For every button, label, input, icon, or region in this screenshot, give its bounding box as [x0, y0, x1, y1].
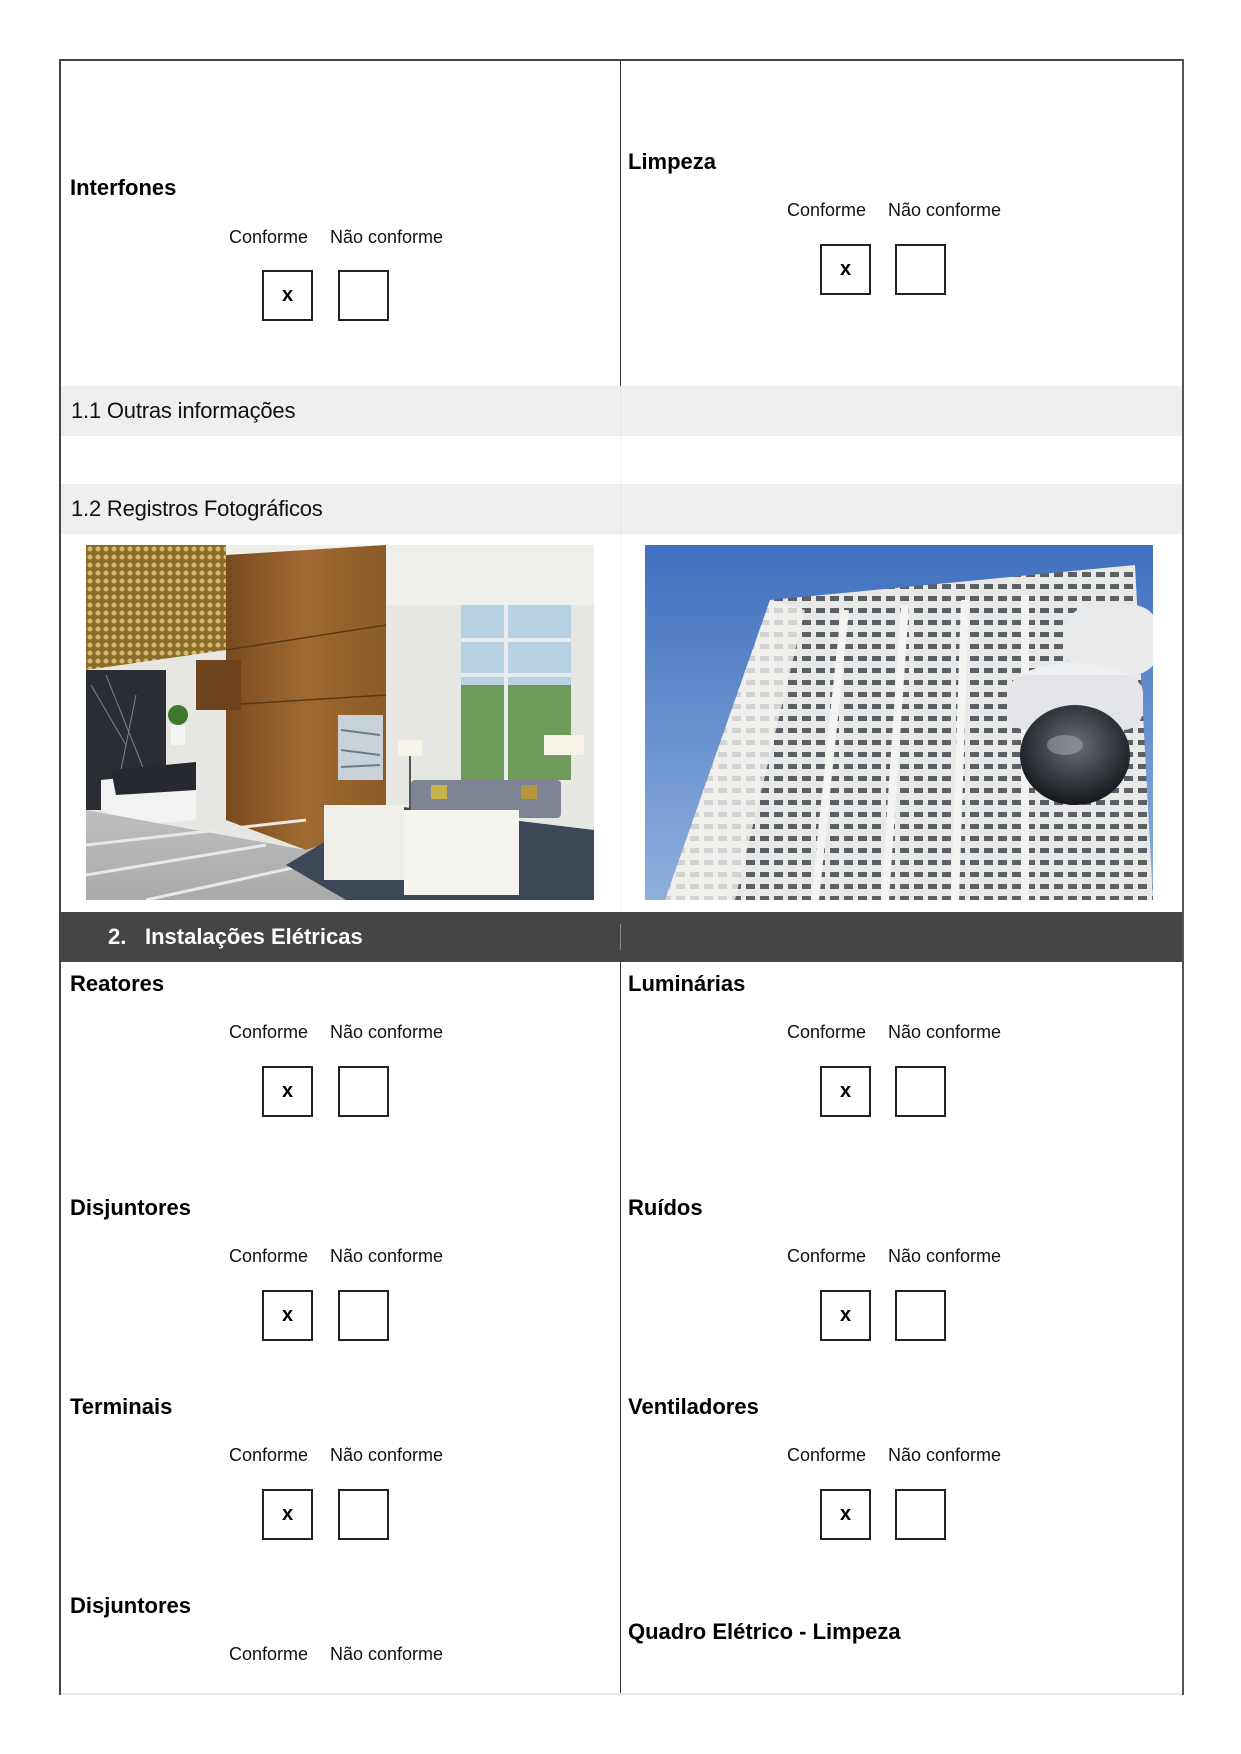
item-title: Limpeza: [628, 149, 717, 174]
nao-conforme-label: Não conforme: [330, 1246, 444, 1266]
section-number: 2.: [108, 924, 127, 949]
conforme-label: Conforme: [229, 1246, 309, 1266]
subsection-header-other-info: [61, 386, 1182, 436]
conforme-checkbox[interactable]: x: [262, 1066, 313, 1117]
item-title: Ventiladores: [628, 1394, 759, 1419]
column-divider: [620, 61, 621, 386]
conforme-checkbox[interactable]: x: [820, 1066, 871, 1117]
conforme-checkbox[interactable]: x: [262, 270, 313, 321]
conforme-label: Conforme: [787, 1246, 867, 1266]
table-border-top: [59, 59, 1184, 61]
item-title: Quadro Elétrico - Limpeza: [628, 1619, 901, 1644]
nao-conforme-checkbox[interactable]: [338, 1489, 389, 1540]
nao-conforme-label: Não conforme: [330, 227, 444, 247]
column-divider-faint: [620, 436, 621, 484]
conforme-checkbox[interactable]: x: [262, 1489, 313, 1540]
section-header-instalacoes-eletricas: [61, 912, 1182, 962]
subsection-header-photos: [61, 484, 1182, 534]
column-divider-faint: [620, 534, 621, 912]
cell-separator: [620, 924, 621, 950]
nao-conforme-label: Não conforme: [330, 1022, 444, 1042]
section-title: Instalações Elétricas: [145, 924, 363, 949]
item-title: Disjuntores: [70, 1195, 192, 1220]
item-title: Terminais: [70, 1394, 173, 1419]
conforme-checkbox[interactable]: x: [262, 1290, 313, 1341]
item-title: Reatores: [70, 971, 165, 996]
subsection-title: 1.1 Outras informações: [71, 398, 296, 423]
nao-conforme-checkbox[interactable]: [338, 1066, 389, 1117]
nao-conforme-label: Não conforme: [888, 1246, 1002, 1266]
conforme-label: Conforme: [229, 1644, 309, 1664]
building-camera-photo: [645, 545, 1153, 900]
nao-conforme-label: Não conforme: [888, 1445, 1002, 1465]
nao-conforme-checkbox[interactable]: [338, 270, 389, 321]
conforme-checkbox[interactable]: x: [820, 1489, 871, 1540]
table-border-right: [1182, 59, 1184, 1695]
nao-conforme-checkbox[interactable]: [895, 1489, 946, 1540]
nao-conforme-checkbox[interactable]: [338, 1290, 389, 1341]
table-border-left: [59, 59, 61, 1695]
nao-conforme-label: Não conforme: [330, 1445, 444, 1465]
nao-conforme-label: Não conforme: [888, 1022, 1002, 1042]
nao-conforme-label: Não conforme: [888, 200, 1002, 220]
nao-conforme-checkbox[interactable]: [895, 1290, 946, 1341]
conforme-label: Conforme: [229, 1022, 309, 1042]
conforme-label: Conforme: [787, 1022, 867, 1042]
cell-separator: [620, 386, 621, 436]
lobby-photo: [86, 545, 594, 900]
conforme-label: Conforme: [229, 227, 309, 247]
conforme-label: Conforme: [787, 200, 867, 220]
table-border-bottom: [61, 1693, 1182, 1695]
column-divider: [620, 962, 621, 1693]
conforme-label: Conforme: [787, 1445, 867, 1465]
conforme-checkbox[interactable]: x: [820, 244, 871, 295]
cell-separator: [620, 484, 621, 534]
item-title: Ruídos: [628, 1195, 703, 1220]
nao-conforme-checkbox[interactable]: [895, 244, 946, 295]
conforme-label: Conforme: [229, 1445, 309, 1465]
conforme-checkbox[interactable]: x: [820, 1290, 871, 1341]
subsection-title: 1.2 Registros Fotográficos: [71, 496, 323, 521]
item-title: Disjuntores: [70, 1593, 192, 1618]
item-title: Interfones: [70, 175, 177, 200]
item-title: Luminárias: [628, 971, 746, 996]
nao-conforme-checkbox[interactable]: [895, 1066, 946, 1117]
nao-conforme-label: Não conforme: [330, 1644, 444, 1664]
